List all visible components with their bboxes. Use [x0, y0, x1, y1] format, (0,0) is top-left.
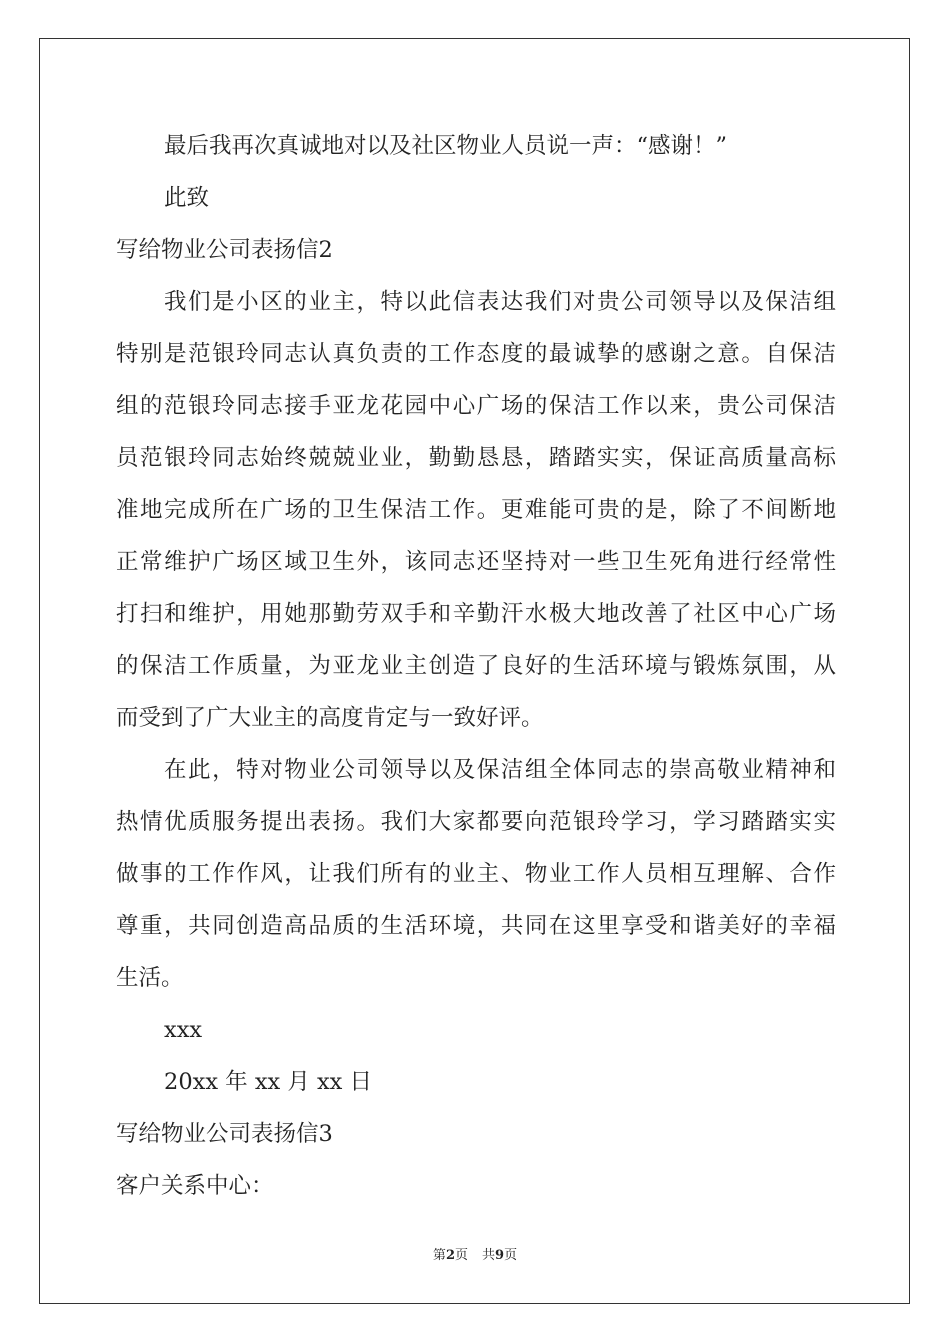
text-line: 最后我再次真诚地对以及社区物业人员说一声：“感谢！” [164, 133, 728, 159]
text-line: 在此，特对物业公司领导以及保洁组全体同志的崇高敬业精神和 [164, 757, 836, 783]
text-line: 我们是小区的业主，特以此信表达我们对贵公司领导以及保洁组 [164, 289, 836, 315]
text-line: 做事的工作作风，让我们所有的业主、物业工作人员相互理解、合作 [116, 861, 836, 887]
total-prefix: 共 [482, 1248, 496, 1263]
page-suffix: 页 [454, 1248, 468, 1263]
page-prefix: 第 [432, 1248, 446, 1263]
text-line: 正常维护广场区域卫生外，该同志还坚持对一些卫生死角进行经常性 [116, 549, 836, 575]
text-line: 尊重，共同创造高品质的生活环境，共同在这里享受和谐美好的幸福 [116, 913, 836, 939]
text-line: 写给物业公司表扬信3 [116, 1121, 333, 1147]
text-line: 的保洁工作质量，为亚龙业主创造了良好的生活环境与锻炼氛围，从 [116, 653, 836, 679]
text-line: 组的范银玲同志接手亚龙花园中心广场的保洁工作以来，贵公司保洁 [116, 393, 836, 419]
text-line: 打扫和维护，用她那勤劳双手和辛勤汗水极大地改善了社区中心广场 [116, 601, 836, 627]
total-suffix: 页 [504, 1248, 518, 1263]
text-line: 而受到了广大业主的高度肯定与一致好评。 [116, 705, 544, 731]
page-total: 9 [495, 1248, 505, 1263]
page-footer [0, 1244, 950, 1263]
text-line: 写给物业公司表扬信2 [116, 237, 333, 263]
text-line: 20xx 年 xx 月 xx 日 [164, 1069, 373, 1095]
text-line: 热情优质服务提出表扬。我们大家都要向范银玲学习，学习踏踏实实 [116, 809, 836, 835]
text-line: 客户关系中心： [116, 1173, 274, 1199]
text-line: 特别是范银玲同志认真负责的工作态度的最诚挚的感谢之意。自保洁 [116, 341, 836, 367]
text-line: 此致 [164, 185, 210, 211]
text-line: 员范银玲同志始终兢兢业业，勤勤恳恳，踏踏实实，保证高质量高标 [116, 445, 836, 471]
text-line: xxx [164, 1017, 203, 1043]
text-line: 准地完成所在广场的卫生保洁工作。更难能可贵的是，除了不间断地 [116, 497, 836, 523]
page-current: 2 [445, 1248, 455, 1263]
text-line: 生活。 [116, 965, 184, 991]
